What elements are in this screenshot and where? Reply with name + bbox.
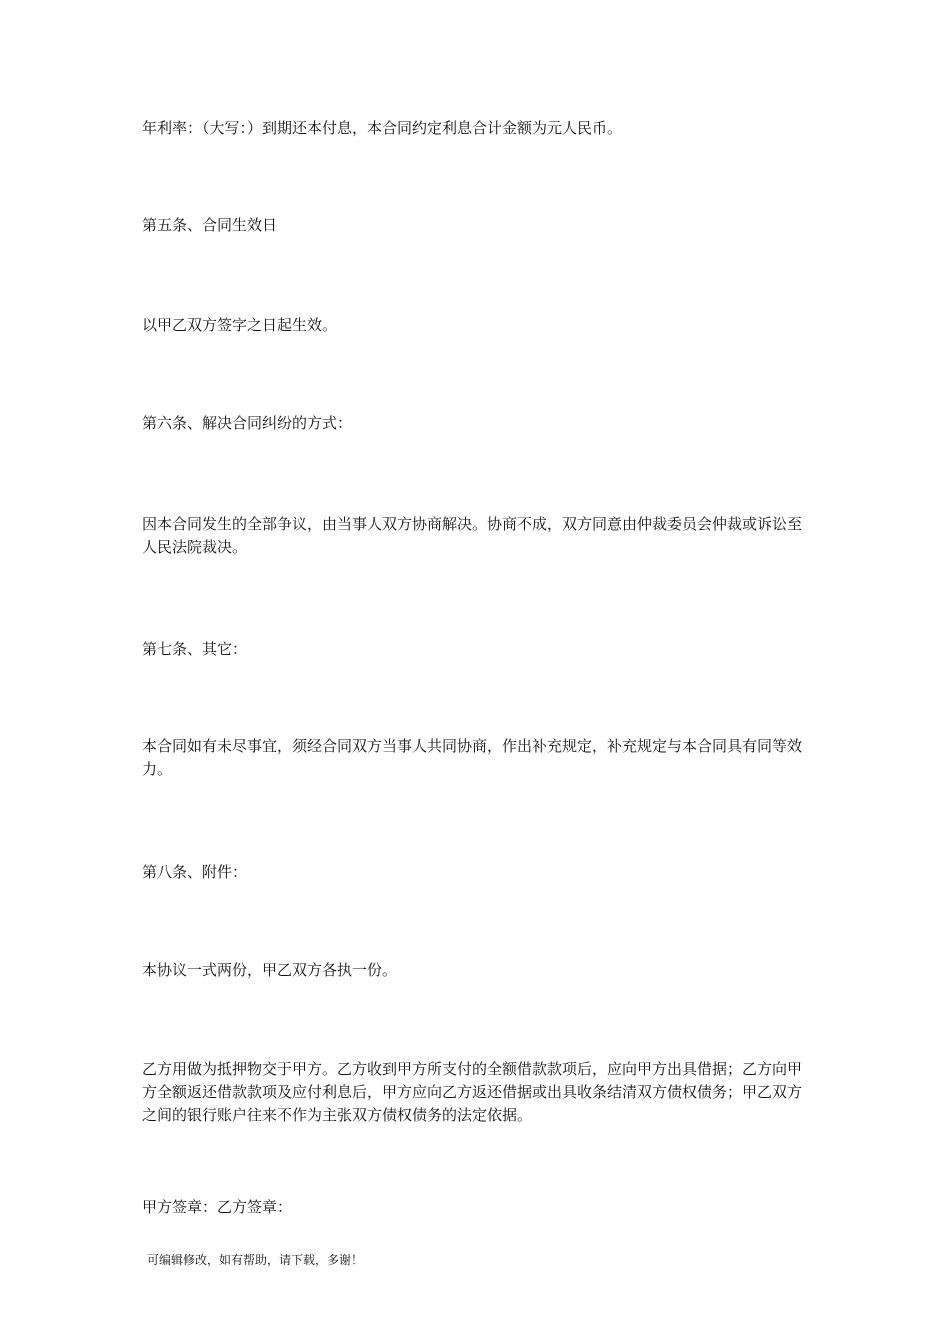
article-7-text: 本合同如有未尽事宜，须经合同双方当事人共同协商，作出补充规定，补充规定与本合同具有同等效力。 — [142, 737, 803, 778]
collateral-clause: 乙方用做为抵押物交于甲方。乙方收到甲方所支付的全额借款款项后，应向甲方出具借据；乙方向甲方全额返还借款款项及应付利息后，甲方应向乙方返还借据或出具收条结清双方债权债务；甲乙双方之间的银行账户往来不作为主张双方债权债务的法定依据。 — [142, 1060, 803, 1124]
article-7-heading: 第七条、其它： — [142, 640, 248, 658]
interest-rate-clause: 年利率：（大写：）到期还本付息，本合同约定利息合计金额为元人民币。 — [142, 119, 623, 137]
article-5-heading: 第五条、合同生效日 — [142, 216, 278, 234]
signature-line: 甲方签章：乙方签章： — [142, 1198, 293, 1216]
article-5-text: 以甲乙双方签字之日起生效。 — [142, 316, 338, 334]
article-6-text: 因本合同发生的全部争议，由当事人双方协商解决。协商不成，双方同意由仲裁委员会仲裁或诉讼至人民法院裁决。 — [142, 515, 803, 556]
article-8-text: 本协议一式两份，甲乙双方各执一份。 — [142, 961, 398, 979]
article-8-heading: 第八条、附件： — [142, 863, 248, 881]
article-6-heading: 第六条、解决合同纠纷的方式： — [142, 414, 353, 432]
footer-note: 可编辑修改，如有帮助，请下载，多谢！ — [147, 1253, 364, 1267]
